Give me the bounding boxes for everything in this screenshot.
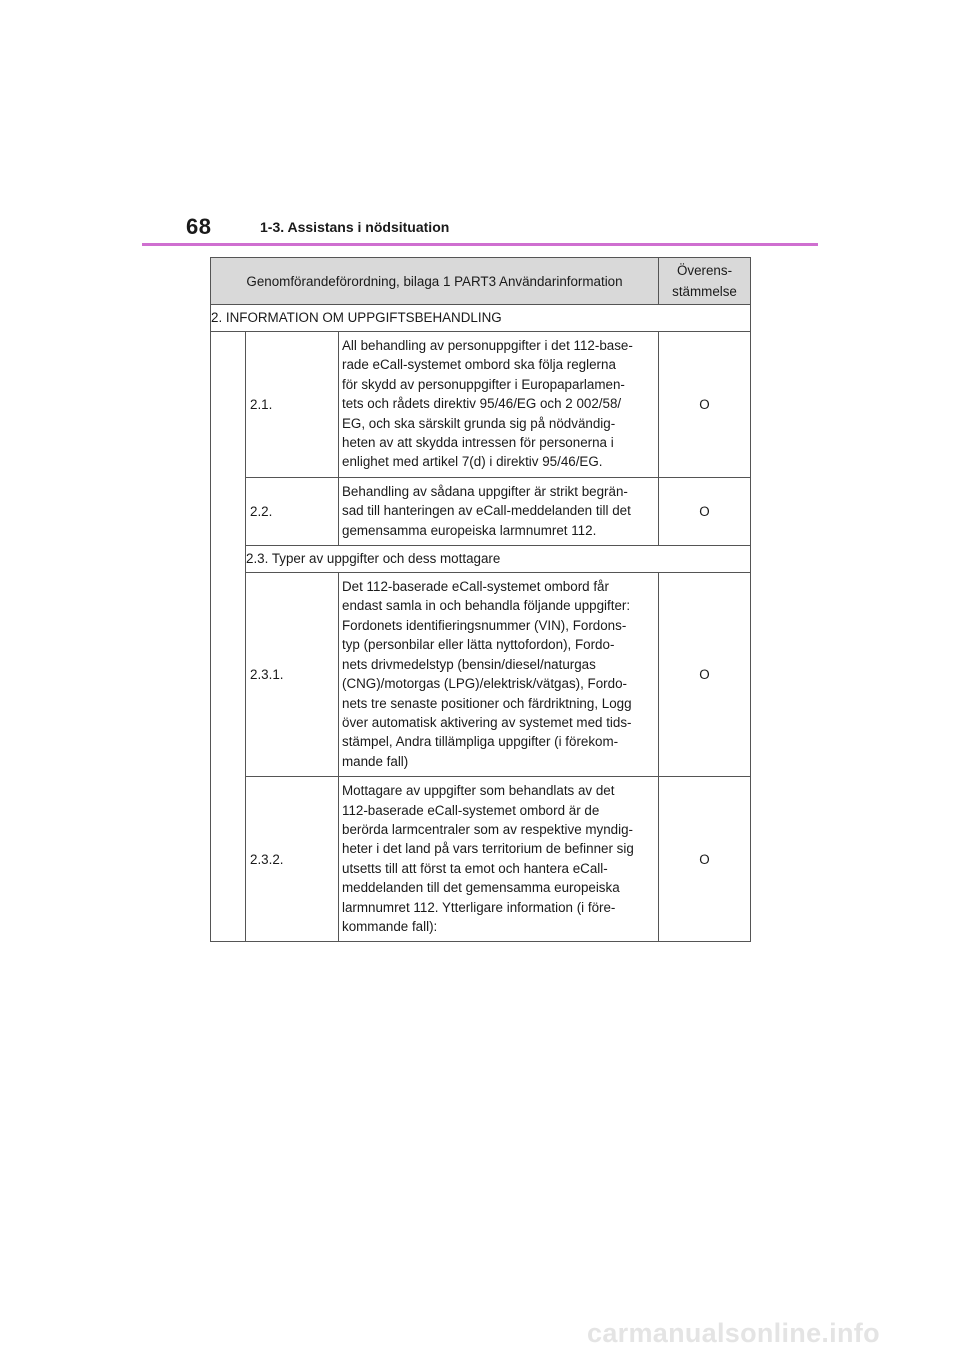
table-row	[211, 477, 751, 545]
row-text: Det 112-baserade eCall-systemet ombord får endast samla in och behandla följande uppgifter: Fordonets identifieringsnummer (VIN), Fordons- typ (personbilar eller lätta nyttofordon), Fordo- nets drivmedelstyp (bensin/diesel/naturgas (CNG)/motorgas (LPG)/elektrisk/vätgas), Fordo- nets tre senaste positioner och färdriktning, Logg över automatisk aktivering av systemet med tids- stämpel, Andra tillämpliga uppgifter (i förekom- mande fall)	[339, 573, 659, 777]
row-number: 2.3.2.	[246, 777, 339, 942]
table-header-row	[211, 258, 751, 305]
row-conformity: O	[659, 573, 751, 777]
indent-cell	[211, 332, 246, 942]
watermark: carmanualsonline.info	[587, 1318, 880, 1348]
subsection-2-3-title: 2.3. Typer av uppgifter och dess mottagare	[246, 546, 751, 573]
table-row	[211, 332, 751, 478]
row-number: 2.2.	[246, 477, 339, 545]
column-header-conformity: Överens- stämmelse	[659, 258, 751, 305]
row-text: Behandling av sådana uppgifter är strikt begrän- sad till hanteringen av eCall-meddelanden till det gemensamma europeiska larmnumret 112.	[339, 477, 659, 545]
row-text: Mottagare av uppgifter som behandlats av det 112-baserade eCall-systemet ombord är de berörda larmcentraler som av respektive myndig- heter i det land på vars territorium de befinner sig utsetts till att först ta emot och hantera eCall- meddelanden till det gemensamma europeiska larmnumret 112. Ytterligare information (i före- kommande fall):	[339, 777, 659, 942]
section-row-2	[211, 305, 751, 332]
user-information-table	[210, 257, 751, 942]
column-header-regulation: Genomförandeförordning, bilaga 1 PART3 Användarinformation	[211, 258, 659, 305]
header-divider	[142, 243, 818, 246]
row-text: All behandling av personuppgifter i det 112-base- rade eCall-systemet ombord ska följa reglerna för skydd av personuppgifter i Europaparlamen- tets och rådets direktiv 95/46/EG och 2 002/58/ EG, och ska särskilt grunda sig på nödvändig- heten av att skydda intressen för personerna i enlighet med artikel 7(d) i direktiv 95/46/EG.	[339, 332, 659, 478]
row-conformity: O	[659, 332, 751, 478]
section-title: 1-3. Assistans i nödsituation	[260, 219, 450, 235]
table-row	[211, 777, 751, 942]
row-number: 2.3.1.	[246, 573, 339, 777]
row-conformity: O	[659, 477, 751, 545]
page-number: 68	[186, 214, 212, 239]
table-row	[211, 573, 751, 777]
subsection-row-2-3	[211, 546, 751, 573]
row-number: 2.1.	[246, 332, 339, 478]
row-conformity: O	[659, 777, 751, 942]
section-2-title: 2. INFORMATION OM UPPGIFTSBEHANDLING	[211, 305, 751, 332]
